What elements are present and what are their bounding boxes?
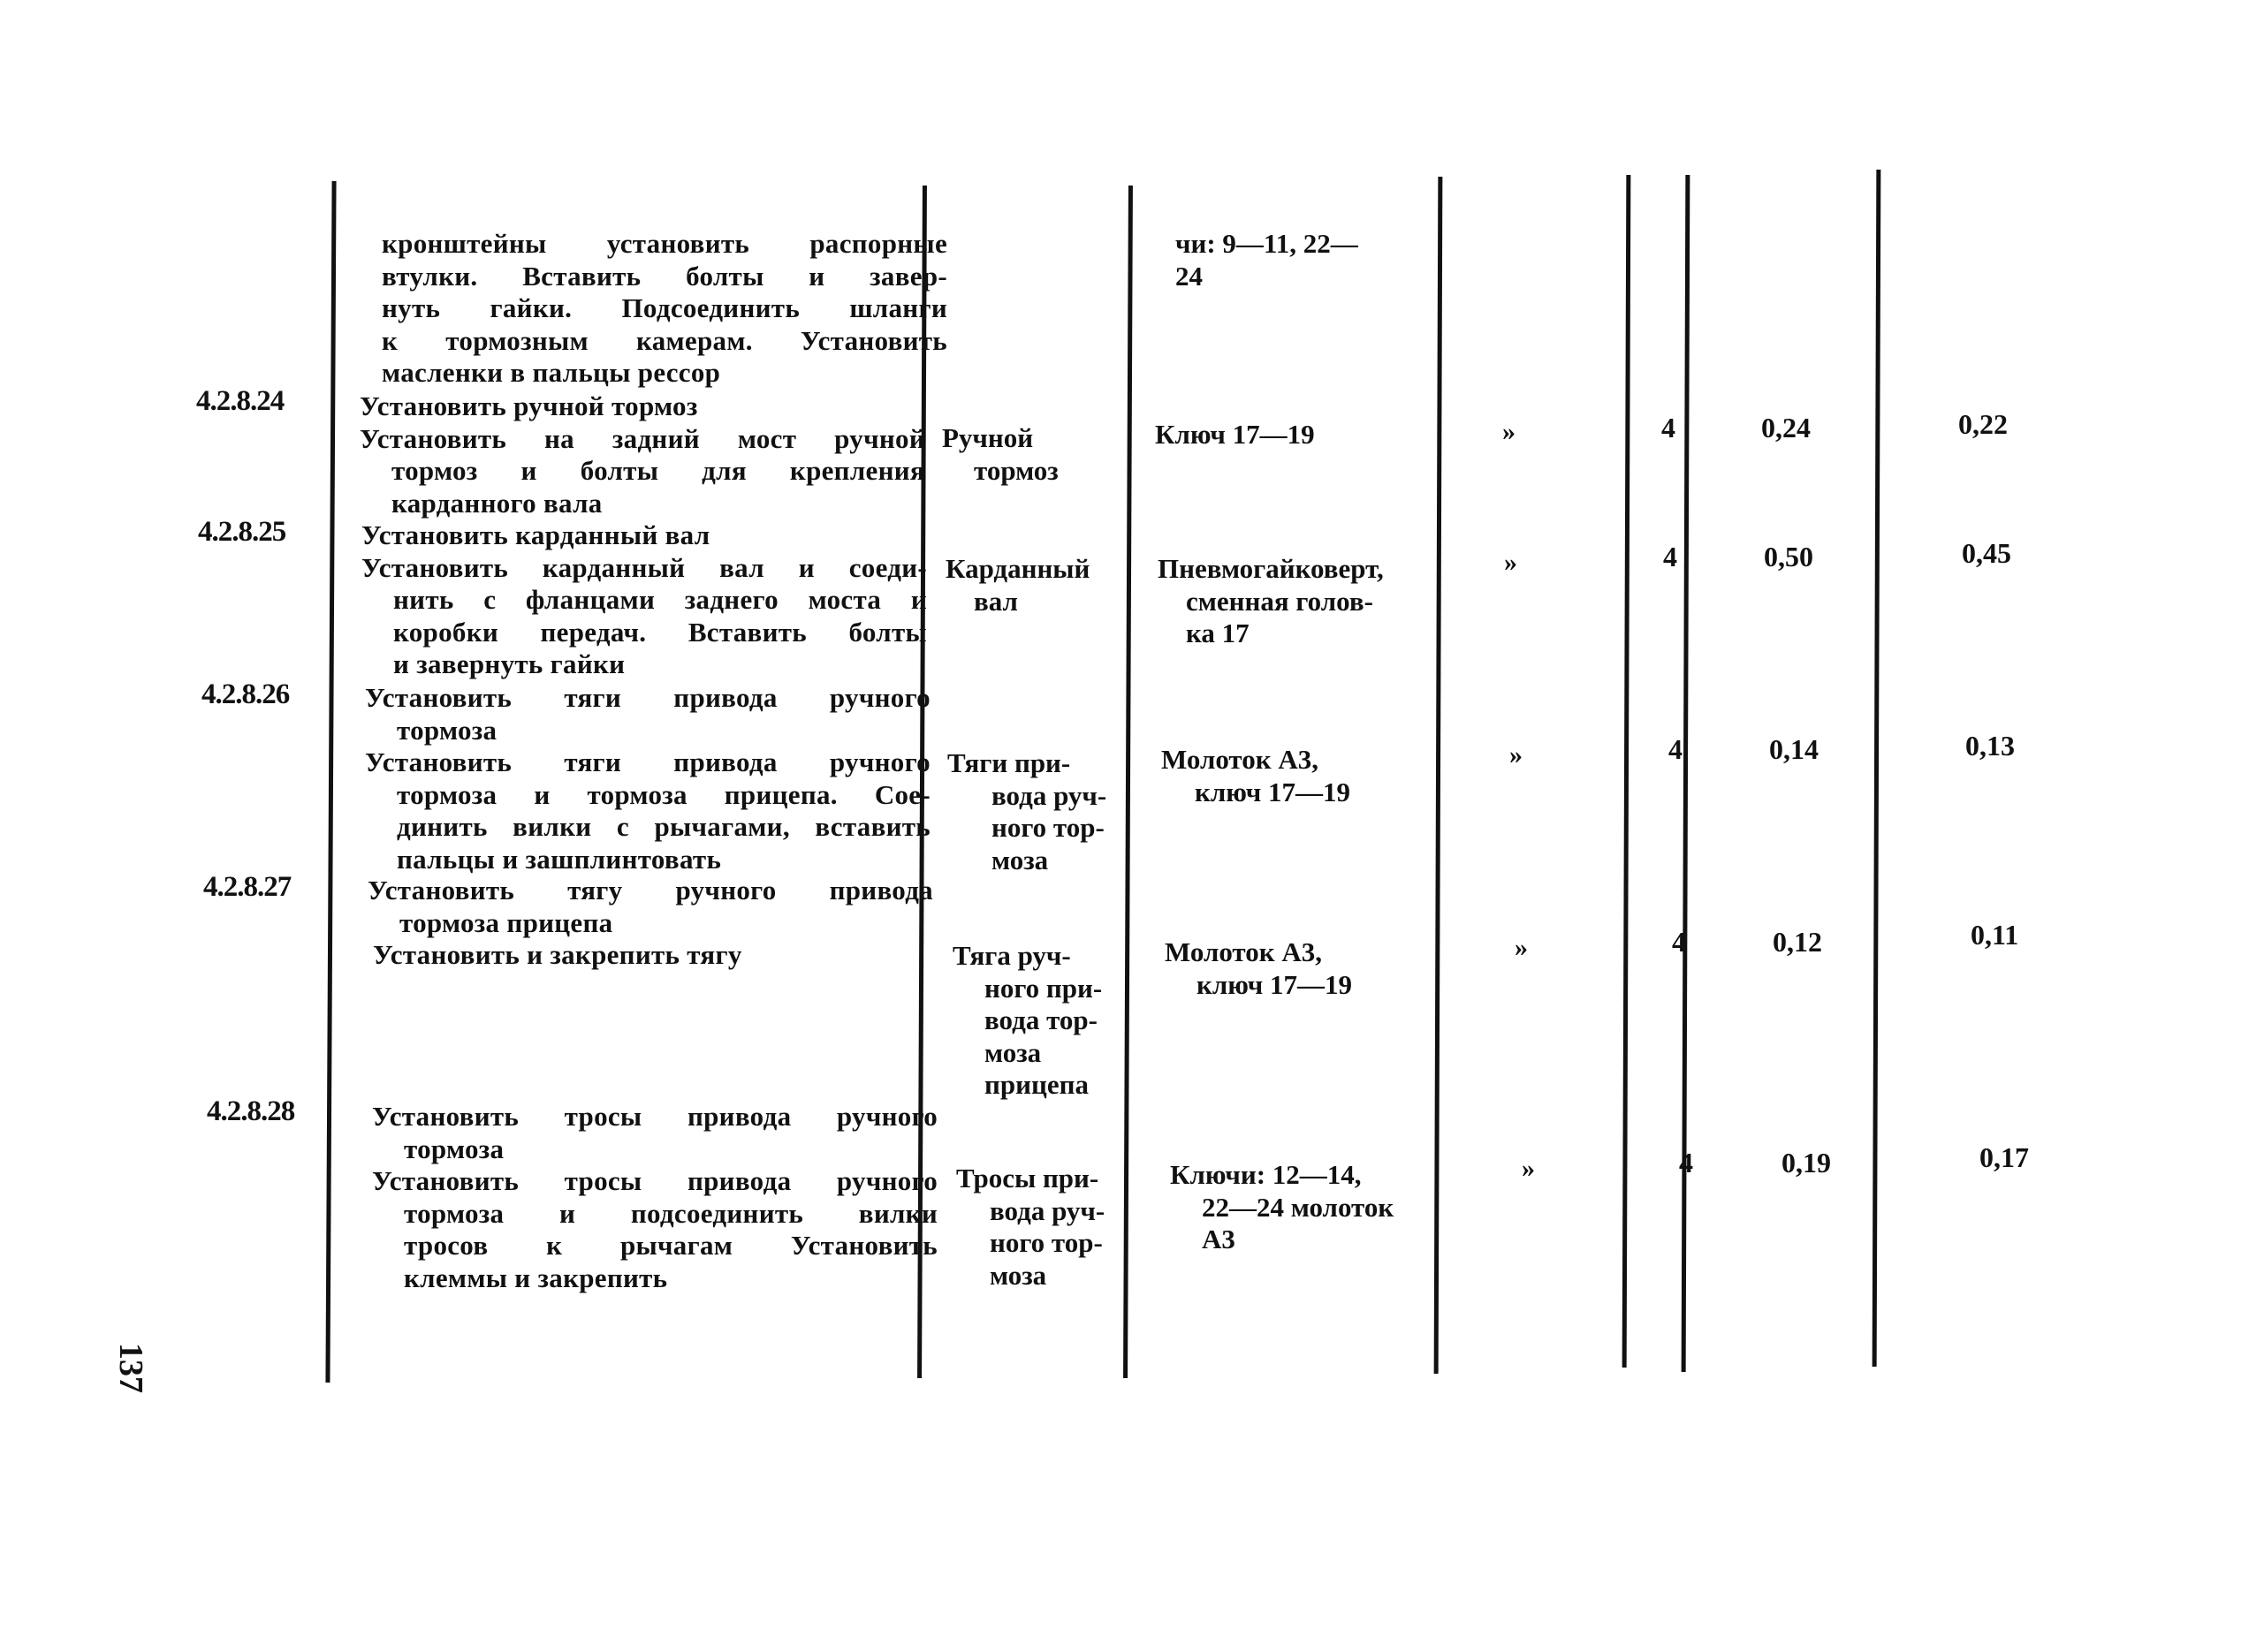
row-number: 4.2.8.24: [196, 385, 285, 417]
continuation-tool-line: чи: 9—11, 22—: [1175, 228, 1358, 259]
row-tool-line: А3: [1202, 1224, 1235, 1254]
row-detail-line: Установить и закрепить тягу: [373, 939, 742, 970]
row-object-line: ного при-: [984, 972, 1103, 1004]
row-object-line: Тяга руч-: [953, 940, 1071, 971]
row-object-line: Тросы при-: [956, 1163, 1099, 1194]
row-number: 4.2.8.27: [203, 871, 292, 903]
row-ditto-mark: »: [1504, 548, 1517, 577]
row-norm-2: 0,17: [1979, 1141, 2029, 1173]
row-detail-line: динить вилки с рычагами, вставить: [397, 811, 931, 842]
table-rule-5: [1622, 175, 1631, 1368]
row-detail-line: коробки передач. Вставить болты: [393, 616, 927, 648]
row-detail-line: тросов к рычагам Установить: [404, 1230, 938, 1261]
row-norm-2: 0,45: [1962, 537, 2011, 569]
row-tool-line: Молоток А3,: [1165, 936, 1322, 967]
row-object-line: тормоз: [974, 454, 1059, 486]
row-heading: Установить ручной тормоз: [360, 390, 698, 421]
row-detail-line: клеммы и закрепить: [404, 1262, 668, 1293]
row-tool: [1158, 553, 1384, 650]
row-operation: [360, 390, 925, 519]
row-heading: Установить карданный вал: [361, 519, 710, 550]
row-norm-1: 0,19: [1781, 1147, 1831, 1178]
row-detail-line: тормоза и подсоединить вилки: [404, 1197, 938, 1229]
row-number: 4.2.8.28: [207, 1095, 295, 1127]
row-detail-line: и завернуть гайки: [393, 648, 626, 679]
row-object-line: вал: [974, 585, 1018, 617]
row-detail-line: Установить карданный вал и соеди-: [361, 551, 927, 583]
row-object-line: моза: [984, 1036, 1042, 1068]
row-heading: Установить тягу ручного привода: [368, 875, 933, 906]
row-object: [947, 747, 1106, 876]
continuation-line: масленки в пальцы рессор: [382, 357, 721, 388]
row-tool-line: 22—24 молоток: [1202, 1191, 1394, 1223]
row-object: [942, 422, 1059, 487]
row-object-line: моза: [991, 844, 1049, 875]
row-tool: [1161, 744, 1350, 808]
row-norm-1: 0,12: [1773, 926, 1822, 958]
row-detail-line: Установить тросы привода ручного: [372, 1165, 938, 1196]
row-object-line: моза: [990, 1259, 1047, 1291]
row-operation: [372, 1101, 938, 1294]
row-heading: тормоза: [397, 714, 498, 746]
row-object-line: вода руч-: [991, 779, 1107, 811]
row-detail-line: пальцы и зашплинтовать: [397, 843, 722, 875]
row-tool-line: ка 17: [1186, 618, 1250, 648]
row-tool-line: сменная голов-: [1186, 585, 1373, 617]
row-object-line: Карданный: [946, 553, 1090, 584]
table-rule-7: [1873, 170, 1881, 1367]
table-rule-3: [1123, 186, 1133, 1378]
row-grade: 4: [1663, 541, 1677, 572]
row-heading: тормоза прицепа: [399, 906, 613, 938]
continuation-tool: [1175, 228, 1358, 292]
row-object-line: ного тор-: [991, 812, 1105, 843]
row-tool: [1170, 1159, 1394, 1256]
row-object: [946, 553, 1090, 618]
row-ditto-mark: »: [1509, 740, 1523, 769]
row-object-line: Ручной: [942, 422, 1034, 453]
row-object-line: Тяги при-: [947, 747, 1071, 778]
row-tool-line: Ключи: 12—14,: [1170, 1159, 1362, 1190]
row-detail-line: Установить на задний мост ручной: [360, 422, 925, 454]
row-ditto-mark: »: [1522, 1154, 1535, 1183]
row-norm-1: 0,14: [1769, 733, 1819, 765]
row-number: 4.2.8.26: [201, 678, 290, 710]
row-norm-2: 0,11: [1971, 919, 2019, 951]
row-norm-2: 0,13: [1965, 730, 2015, 762]
row-grade: 4: [1661, 412, 1675, 443]
row-heading: тормоза: [404, 1133, 505, 1164]
row-detail-line: нить с фланцами заднего моста и: [393, 584, 927, 615]
continuation-line: втулки. Вставить болты и завер-: [382, 260, 947, 292]
table-rule-6: [1682, 175, 1690, 1372]
row-tool-line: ключ 17—19: [1196, 968, 1352, 1000]
row-object-line: вода руч-: [990, 1194, 1105, 1226]
row-tool-line: Ключ 17—19: [1155, 419, 1315, 450]
row-ditto-mark: »: [1515, 933, 1528, 962]
row-object: [956, 1163, 1105, 1292]
continuation-line: к тормозным камерам. Установить: [382, 324, 947, 356]
continuation-tool-line: 24: [1175, 260, 1203, 292]
row-object-line: вода тор-: [984, 1004, 1098, 1035]
row-object-line: ного тор-: [990, 1227, 1103, 1258]
row-detail-line: Установить тяги привода ручного: [365, 746, 931, 777]
row-norm-1: 0,24: [1761, 412, 1811, 443]
row-norm-2: 0,22: [1958, 408, 2008, 440]
continuation-line: кронштейны установить распорные: [382, 228, 947, 259]
row-heading: Установить тросы привода ручного: [372, 1101, 938, 1132]
row-number: 4.2.8.25: [198, 516, 286, 548]
table-rule-1: [325, 181, 336, 1383]
row-heading: Установить тяги привода ручного: [365, 682, 931, 713]
row-detail-line: тормоз и болты для крепления: [391, 455, 925, 486]
row-detail-line: тормоза и тормоза прицепа. Сое-: [397, 778, 931, 810]
row-ditto-mark: »: [1502, 417, 1516, 446]
row-detail-line: карданного вала: [391, 487, 603, 519]
row-operation: [365, 682, 931, 875]
row-operation: [368, 875, 933, 972]
row-object-line: прицепа: [984, 1069, 1089, 1100]
row-tool: [1155, 419, 1315, 451]
row-operation: [361, 519, 927, 681]
table-rule-4: [1434, 177, 1443, 1374]
row-tool: [1165, 936, 1352, 1001]
row-norm-1: 0,50: [1764, 541, 1813, 572]
row-tool-line: ключ 17—19: [1195, 776, 1350, 807]
row-grade: 4: [1672, 926, 1686, 958]
page-number: 137: [112, 1343, 149, 1393]
row-grade: 4: [1679, 1147, 1693, 1178]
row-grade: 4: [1668, 733, 1683, 765]
continuation-operation-text: [382, 228, 947, 390]
continuation-line: нуть гайки. Подсоединить шланги: [382, 292, 947, 323]
row-tool-line: Пневмогайковерт,: [1158, 553, 1384, 584]
row-tool-line: Молоток А3,: [1161, 744, 1318, 775]
row-object: [953, 940, 1102, 1102]
